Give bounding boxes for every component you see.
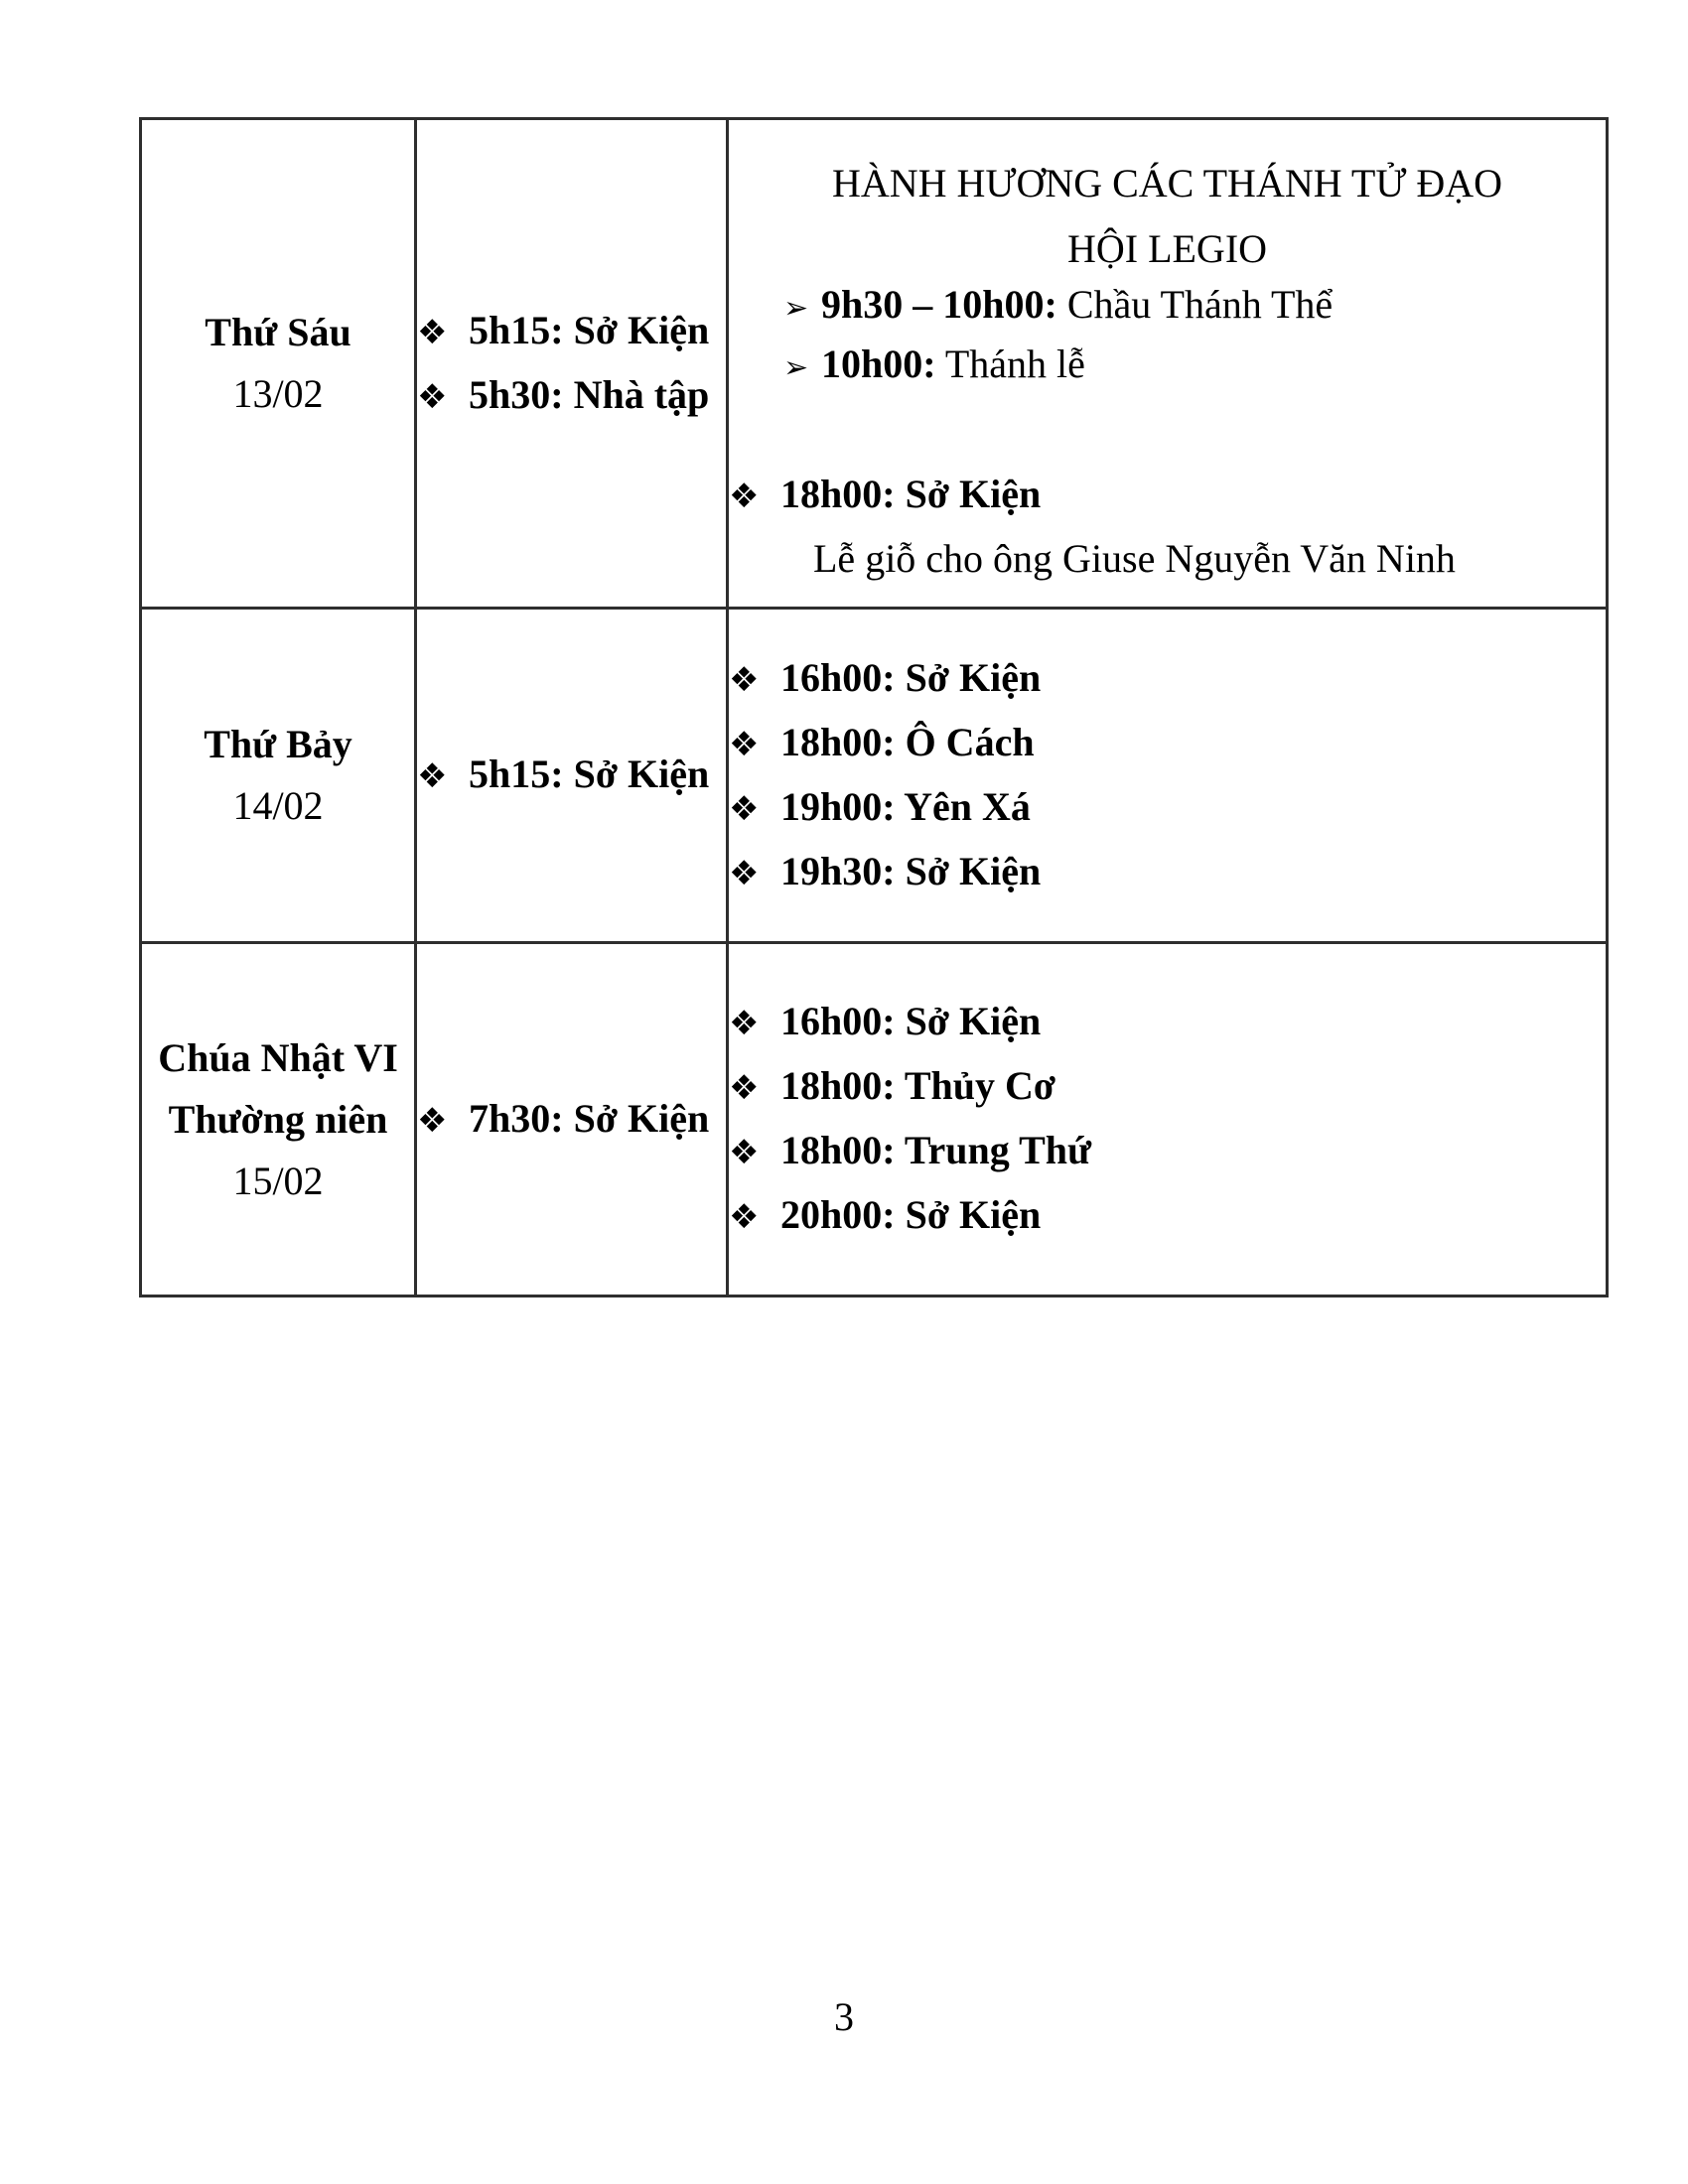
diamond-bullet-icon: ❖	[417, 376, 448, 417]
list-item-text-normal: Chầu Thánh Thể	[1056, 282, 1334, 327]
diamond-bullet-icon: ❖	[417, 312, 448, 352]
diamond-bullet-icon: ❖	[729, 1004, 760, 1043]
arrow-bullet-icon: ➢	[783, 291, 809, 326]
morning-cell	[416, 609, 728, 943]
list-item-text: 16h00: Sở Kiện	[780, 654, 1042, 700]
diamond-bullet-icon: ❖	[417, 756, 448, 796]
table-row	[141, 119, 1608, 609]
list-item-text: 18h00: Trung Thứ	[780, 1128, 1092, 1172]
events-cell	[728, 943, 1608, 1297]
schedule-table	[139, 117, 1609, 1297]
list-item	[729, 337, 1606, 396]
list-item	[729, 994, 1606, 1051]
list-item	[729, 715, 1606, 772]
list-item	[417, 367, 726, 425]
list-item-text: 7h30: Sở Kiện	[469, 1095, 710, 1141]
list-item-text: 18h00: Thủy Cơ	[780, 1063, 1056, 1108]
day-date: 13/02	[232, 371, 324, 416]
day-date: 14/02	[232, 783, 324, 828]
day-title: Thứ Bảy	[204, 722, 352, 766]
page-number: 3	[834, 1994, 854, 2039]
events-heading-line2: HỘI LEGIO	[1066, 226, 1268, 271]
diamond-bullet-icon: ❖	[729, 1133, 760, 1172]
day-cell	[141, 943, 416, 1297]
list-item-text: 16h00: Sở Kiện	[780, 999, 1042, 1043]
events-cell	[728, 609, 1608, 943]
list-item-text: 19h00: Yên Xá	[780, 783, 1031, 829]
day-title: Chúa Nhật VI	[158, 1034, 398, 1080]
list-item	[729, 277, 1606, 337]
list-item-text: 18h00: Sở Kiện	[780, 472, 1042, 516]
day-date: 15/02	[232, 1158, 324, 1203]
list-item-text: 19h30: Sở Kiện	[780, 848, 1042, 893]
list-item-text: 5h30: Nhà tập	[469, 371, 710, 417]
list-item	[729, 1123, 1606, 1180]
list-item	[417, 303, 726, 360]
day-subtitle: Thường niên	[168, 1096, 388, 1142]
diamond-bullet-icon: ❖	[729, 659, 760, 700]
list-item	[729, 650, 1606, 708]
list-item-text: 5h15: Sở Kiện	[469, 751, 710, 796]
list-item-time: 9h30 – 10h00:	[821, 282, 1057, 327]
diamond-bullet-icon: ❖	[729, 477, 760, 516]
list-item	[729, 844, 1606, 901]
diamond-bullet-icon: ❖	[729, 853, 760, 893]
diamond-bullet-icon: ❖	[729, 1068, 760, 1108]
list-item	[729, 1058, 1606, 1116]
spacer	[729, 396, 1606, 460]
arrow-bullet-icon: ➢	[783, 350, 809, 385]
diamond-bullet-icon: ❖	[417, 1100, 448, 1141]
events-heading-line1: HÀNH HƯƠNG CÁC THÁNH TỬ ĐẠO	[831, 161, 1503, 205]
list-item	[417, 747, 726, 804]
diamond-bullet-icon: ❖	[729, 1197, 760, 1237]
morning-cell	[416, 119, 728, 609]
list-item	[729, 779, 1606, 837]
table-row	[141, 609, 1608, 943]
list-item-text-normal: Thánh lễ	[935, 341, 1085, 386]
day-cell	[141, 609, 416, 943]
diamond-bullet-icon: ❖	[729, 724, 760, 764]
day-title: Thứ Sáu	[205, 310, 352, 354]
memorial-note: Lễ giỗ cho ông Giuse Nguyễn Văn Ninh	[813, 536, 1456, 581]
table-row	[141, 943, 1608, 1297]
list-item-text: 18h00: Ô Cách	[780, 719, 1035, 764]
list-item	[417, 1091, 726, 1149]
list-item-text: 5h15: Sở Kiện	[469, 307, 710, 352]
diamond-bullet-icon: ❖	[729, 788, 760, 829]
list-item	[729, 467, 1606, 524]
events-cell	[728, 119, 1608, 609]
list-item	[729, 1187, 1606, 1245]
list-item-time: 10h00:	[821, 341, 936, 386]
day-cell	[141, 119, 416, 609]
list-item-text: 20h00: Sở Kiện	[780, 1192, 1042, 1237]
morning-cell	[416, 943, 728, 1297]
